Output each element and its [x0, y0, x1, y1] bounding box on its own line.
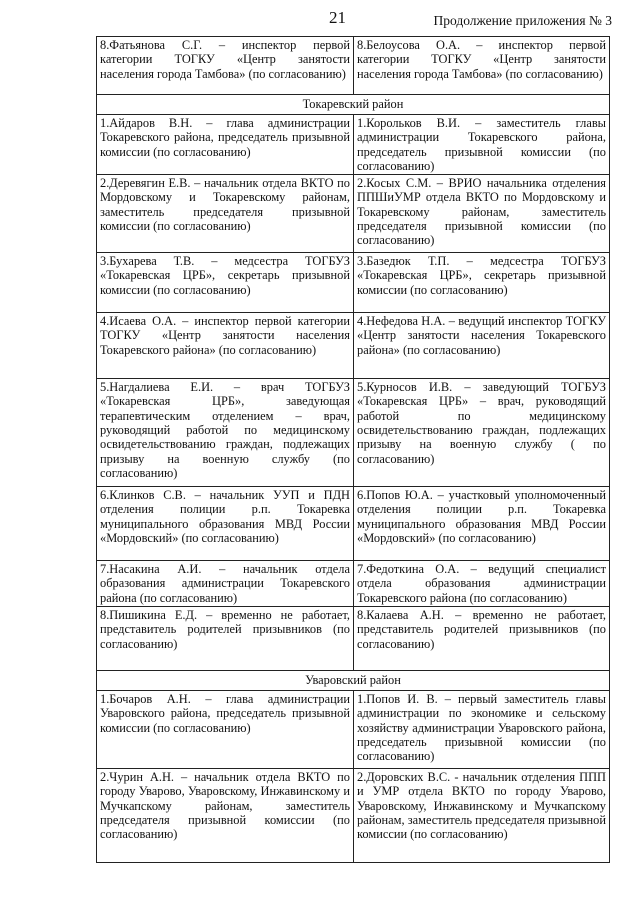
table-row [97, 487, 610, 561]
table-row [97, 37, 610, 95]
member-reserve-cell: 3.Базедюк Т.П. – медсестра ТОГБУЗ «Токаревская ЦРБ», секретарь призывной комиссии (по согласованию) [354, 253, 610, 313]
member-reserve-cell: 1.Корольков В.И. – заместитель главы администрации Токаревского района, председатель призывной комиссии (по согласованию) [354, 115, 610, 175]
member-reserve-cell: 7.Федоткина О.А. – ведущий специалист отдела образования администрации Токаревского района (по согласованию) [354, 561, 610, 607]
member-main-cell: 1.Бочаров А.Н. – глава администрации Уваровского района, председатель призывной комиссии (по согласованию) [97, 691, 354, 769]
table-row [97, 379, 610, 487]
member-reserve-cell: 6.Попов Ю.А. – участковый уполномоченный отделения полиции р.п. Токаревка муниципального образования МВД России «Мордовский» (по согласованию) [354, 487, 610, 561]
member-main-cell: 6.Клинков С.В. – начальник УУП и ПДН отделения полиции р.п. Токаревка муниципального образования МВД России «Мордовский» (по согласованию) [97, 487, 354, 561]
table-row [97, 313, 610, 379]
page-number: 21 [329, 8, 346, 27]
district-heading: Токаревский район [97, 95, 610, 115]
table-row [97, 115, 610, 175]
member-main-cell: 2.Чурин А.Н. – начальник отдела ВКТО по городу Уварово, Уваровскому, Инжавинскому и Мучкапскому районам, заместитель председателя призывной комиссии (по согласованию) [97, 769, 354, 863]
table-row [97, 175, 610, 253]
member-main-cell: 3.Бухарева Т.В. – медсестра ТОГБУЗ «Токаревская ЦРБ», секретарь призывной комиссии (по согласованию) [97, 253, 354, 313]
member-main-cell: 8.Фатьянова С.Г. – инспектор первой категории ТОГКУ «Центр занятости населения города Тамбова» (по согласованию) [97, 37, 354, 95]
appendix-continuation-title: Продолжение приложения № 3 [433, 13, 612, 28]
table-row [97, 253, 610, 313]
table-row [97, 691, 610, 769]
member-reserve-cell: 4.Нефедова Н.А. – ведущий инспектор ТОГКУ «Центр занятости населения Токаревского района» (по согласованию) [354, 313, 610, 379]
member-main-cell: 2.Деревягин Е.В. – начальник отдела ВКТО по Мордовскому и Токаревскому районам, заместитель председателя призывной комиссии (по согласованию) [97, 175, 354, 253]
member-reserve-cell: 8.Белоусова О.А. – инспектор первой категории ТОГКУ «Центр занятости населения города Тамбова» (по согласованию) [354, 37, 610, 95]
member-reserve-cell: 1.Попов И. В. – первый заместитель главы администрации по экономике и сельскому хозяйству администрации Уваровского района, председатель призывной комиссии (по согласованию) [354, 691, 610, 769]
table-row [97, 769, 610, 863]
member-main-cell: 1.Айдаров В.Н. – глава администрации Токаревского района, председатель призывной комиссии (по согласованию) [97, 115, 354, 175]
member-reserve-cell: 8.Калаева А.Н. – временно не работает, представитель родителей призывников (по согласованию) [354, 607, 610, 671]
section-row [97, 671, 610, 691]
table-row [97, 561, 610, 607]
member-main-cell: 5.Нагдалиева Е.И. – врач ТОГБУЗ «Токаревская ЦРБ», заведующая терапевтическим отделением – врач, руководящий работой по медицинскому освидетельствованию граждан, подлежащих призыву на военную службу (по согласованию) [97, 379, 354, 487]
member-main-cell: 4.Исаева О.А. – инспектор первой категории ТОГКУ «Центр занятости населения Токаревского района» (по согласованию) [97, 313, 354, 379]
section-row [97, 95, 610, 115]
commission-table [96, 36, 610, 863]
member-reserve-cell: 2.Косых С.М. – ВРИО начальника отделения ППШиУМР отдела ВКТО по Мордовскому и Токаревскому районам, заместитель председателя призывной комиссии (по согласованию) [354, 175, 610, 253]
table-row [97, 607, 610, 671]
member-reserve-cell: 2.Доровских В.С. - начальник отделения ППП и УМР отдела ВКТО по городу Уварово, Уваровскому, Инжавинскому и Мучкапскому районам, заместитель председателя призывной комиссии (по согласованию) [354, 769, 610, 863]
member-main-cell: 8.Пишикина Е.Д. – временно не работает, представитель родителей призывников (по согласованию) [97, 607, 354, 671]
member-main-cell: 7.Насакина А.И. – начальник отдела образования администрации Токаревского района (по согласованию) [97, 561, 354, 607]
member-reserve-cell: 5.Курносов И.В. – заведующий ТОГБУЗ «Токаревская ЦРБ» – врач, руководящий работой по медицинскому освидетельствованию граждан, подлежащих призыву на военную службу ( по согласованию) [354, 379, 610, 487]
district-heading: Уваровский район [97, 671, 610, 691]
